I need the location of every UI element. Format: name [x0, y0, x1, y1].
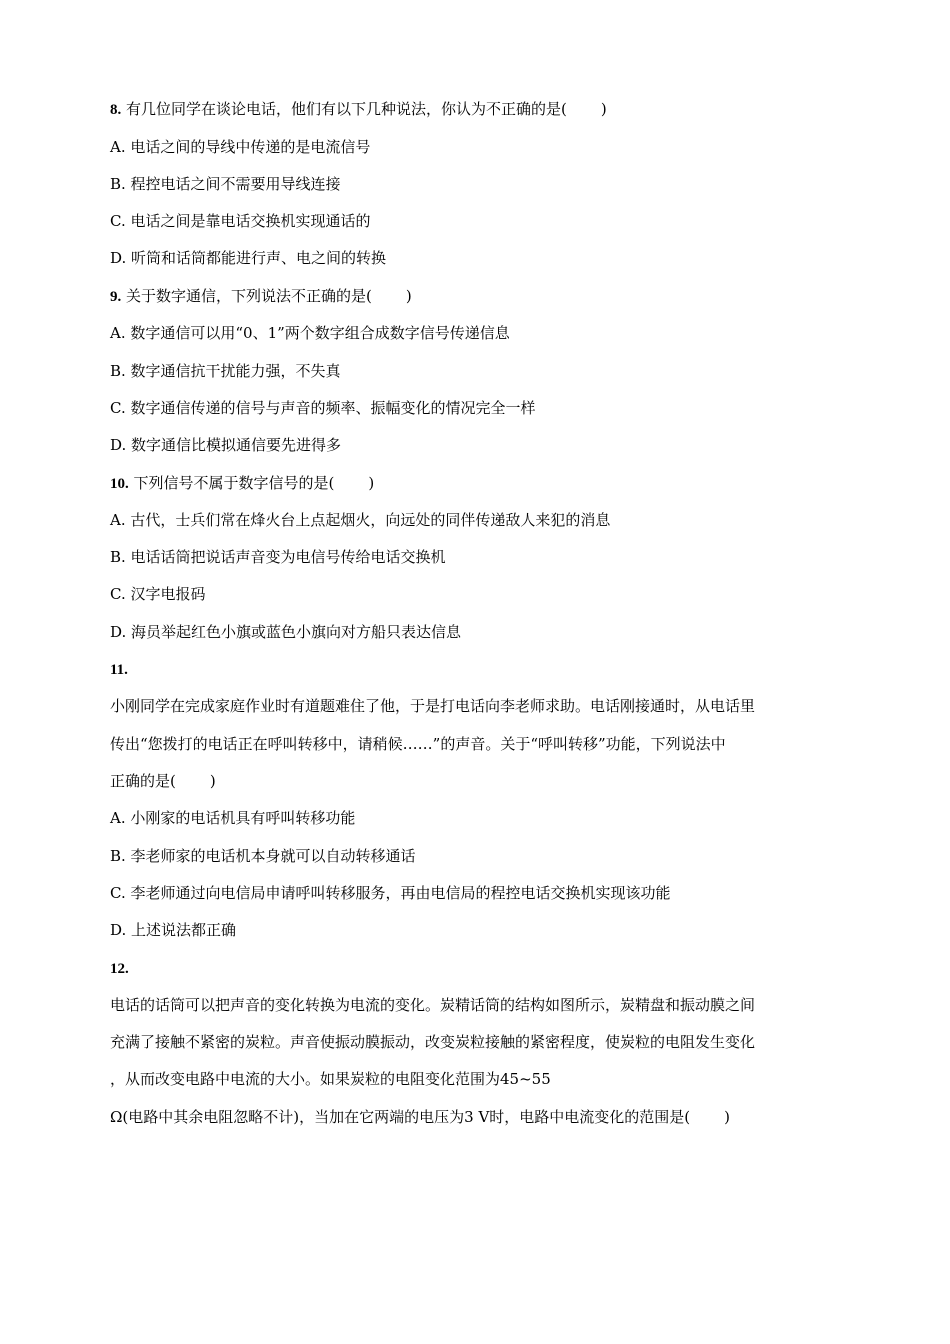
question-text: Ω(电路中其余电阻忽略不计)，当加在它两端的电压为3 V时，电路中电流变化的范围是( [110, 1108, 691, 1126]
question-11-stem-line-3 [110, 771, 216, 791]
question-10-stem [110, 473, 374, 494]
question-9-option-a: A. 数字通信可以用“0、1”两个数字组合成数字信号传递信息 [110, 324, 510, 342]
question-10-option-d: D. 海员举起红色小旗或蓝色小旗向对方船只表达信息 [110, 623, 462, 641]
question-text: 下列信号不属于数字信号的是( [133, 474, 335, 492]
question-number: 12. [110, 961, 129, 977]
question-number: 11. [110, 662, 128, 678]
paren-close: ) [405, 287, 412, 305]
paren-close: ) [368, 474, 375, 492]
question-8-option-b: B. 程控电话之间不需要用导线连接 [110, 175, 341, 193]
question-10-option-b: B. 电话话筒把说话声音变为电信号传给电话交换机 [110, 548, 446, 566]
question-11-option-a: A. 小刚家的电话机具有呼叫转移功能 [110, 809, 356, 827]
question-11-option-d: D. 上述说法都正确 [110, 921, 237, 939]
question-10-option-c: C. 汉字电报码 [110, 585, 206, 603]
question-12-stem-line-3: ，从而改变电路中电流的大小。如果炭粒的电阻变化范围为45~55 [110, 1070, 551, 1088]
question-10-option-a: A. 古代，士兵们常在烽火台上点起烟火，向远处的同伴传递敌人来犯的消息 [110, 511, 611, 529]
question-11-stem-line-1: 小刚同学在完成家庭作业时有道题难住了他，于是打电话向李老师求助。电话刚接通时，从电话里 [110, 697, 756, 715]
paren-close: ) [724, 1108, 730, 1126]
question-12-number [110, 958, 129, 979]
question-11-number [110, 659, 128, 680]
paren-close: ) [209, 772, 216, 790]
question-9-stem [110, 286, 412, 307]
question-11-option-c: C. 李老师通过向电信局申请呼叫转移服务，再由电信局的程控电话交换机实现该功能 [110, 884, 671, 902]
question-text: 正确的是( [110, 772, 176, 790]
question-11-stem-line-2: 传出“您拨打的电话正在呼叫转移中，请稍候……”的声音。关于“呼叫转移”功能，下列说法中 [110, 735, 726, 753]
question-8-option-d: D. 听筒和话筒都能进行声、电之间的转换 [110, 249, 387, 267]
question-8-option-a: A. 电话之间的导线中传递的是电流信号 [110, 138, 371, 156]
question-number: 9. [110, 289, 122, 305]
question-9-option-c: C. 数字通信传递的信号与声音的频率、振幅变化的情况完全一样 [110, 399, 536, 417]
question-12-stem-line-2: 充满了接触不紧密的炭粒。声音使振动膜振动，改变炭粒接触的紧密程度，使炭粒的电阻发生变化 [110, 1033, 756, 1051]
question-9-option-d: D. 数字通信比模拟通信要先进得多 [110, 436, 342, 454]
question-9-option-b: B. 数字通信抗干扰能力强，不失真 [110, 362, 341, 380]
question-text: 关于数字通信，下列说法不正确的是( [126, 287, 372, 305]
question-12-stem-line-4 [110, 1107, 730, 1127]
question-number: 10. [110, 476, 129, 492]
paren-close: ) [600, 100, 607, 118]
question-8-stem [110, 99, 607, 120]
question-11-option-b: B. 李老师家的电话机本身就可以自动转移通话 [110, 847, 416, 865]
question-12-stem-line-1: 电话的话筒可以把声音的变化转换为电流的变化。炭精话筒的结构如图所示，炭精盘和振动膜之间 [110, 996, 756, 1014]
question-8-option-c: C. 电话之间是靠电话交换机实现通话的 [110, 212, 371, 230]
question-text: 有几位同学在谈论电话，他们有以下几种说法，你认为不正确的是( [126, 100, 567, 118]
question-number: 8. [110, 102, 122, 118]
